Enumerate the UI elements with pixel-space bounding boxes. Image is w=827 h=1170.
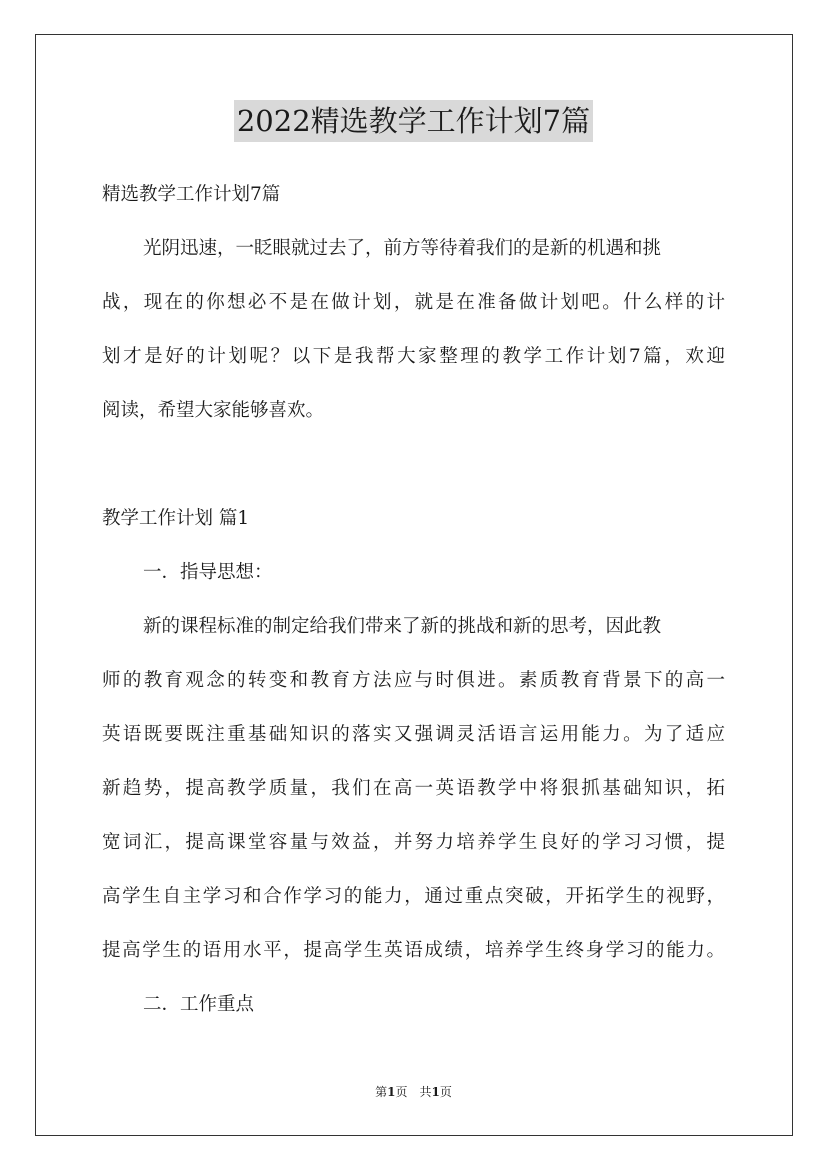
body-line-7: 提高学生的语用水平，提高学生英语成绩，培养学生终身学习的能力。 xyxy=(102,940,725,961)
intro-line-2: 战，现在的你想必不是在做计划，就是在准备做计划吧。什么样的计 xyxy=(102,292,725,313)
point-one-heading: 一．指导思想： xyxy=(143,562,273,583)
page-footer xyxy=(0,1083,827,1101)
body-line-4: 新趋势，提高教学质量，我们在高一英语教学中将狠抓基础知识，拓 xyxy=(102,778,725,799)
footer-suffix: 页 xyxy=(439,1085,452,1099)
title-wrap xyxy=(0,100,827,142)
point-two-heading: 二．工作重点 xyxy=(143,994,255,1015)
section-heading: 教学工作计划 篇1 xyxy=(102,508,250,529)
document-subtitle: 精选教学工作计划7篇 xyxy=(102,184,281,205)
intro-line-1: 光阴迅速，一眨眼就过去了，前方等待着我们的是新的机遇和挑 xyxy=(143,238,662,259)
intro-line-3: 划才是好的计划呢？以下是我帮大家整理的教学工作计划7篇，欢迎 xyxy=(102,346,725,367)
body-line-2: 师的教育观念的转变和教育方法应与时俱进。素质教育背景下的高一 xyxy=(102,670,725,691)
footer-mid: 页 共 xyxy=(395,1085,432,1099)
footer-page-total: 1 xyxy=(431,1085,440,1099)
footer-page-current: 1 xyxy=(387,1085,396,1099)
document-title: 2022精选教学工作计划7篇 xyxy=(234,100,593,142)
body-line-6: 高学生自主学习和合作学习的能力，通过重点突破，开拓学生的视野， xyxy=(102,886,725,907)
body-line-5: 宽词汇，提高课堂容量与效益，并努力培养学生良好的学习习惯，提 xyxy=(102,832,725,853)
body-line-3: 英语既要既注重基础知识的落实又强调灵活语言运用能力。为了适应 xyxy=(102,724,725,745)
footer-prefix: 第 xyxy=(375,1085,388,1099)
intro-line-4: 阅读，希望大家能够喜欢。 xyxy=(102,400,325,421)
body-line-1: 新的课程标准的制定给我们带来了新的挑战和新的思考，因此教 xyxy=(143,616,662,637)
